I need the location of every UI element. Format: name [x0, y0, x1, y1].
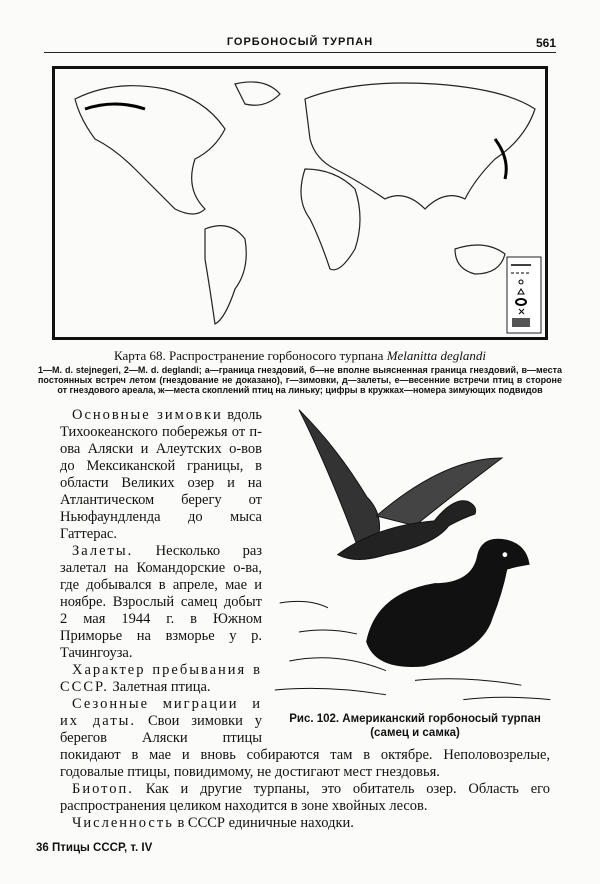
footer-signature: 36 Птицы СССР, т. IV: [36, 842, 153, 854]
distribution-map: [52, 66, 548, 340]
section-lead: Сезонные миграции и их даты.: [60, 696, 262, 729]
map-caption-text: Карта 68. Распространение горбоносого турпана: [114, 348, 384, 363]
duck-illustration: [270, 407, 560, 712]
duck-drawing: [270, 407, 560, 712]
figure: [270, 407, 560, 740]
map-caption-species: Melanitta deglandi: [386, 348, 486, 363]
world-map-drawing: [55, 69, 545, 337]
body-text: [60, 407, 550, 832]
text-flow: [38, 348, 562, 854]
paragraph-text: Как и другие турпаны, это обитатель озер. Область его распространения целиком находится в зоне хвойных лесов.: [60, 781, 550, 814]
section-lead: Залеты.: [72, 543, 134, 559]
section-lead: Биотоп.: [72, 781, 134, 797]
paragraph-text: вдоль Тихоокеанского побережья от п-ова Аляски и Алеутских о-вов до Мексиканской границы, в области Великих озер и на Атлантическом берегу от Ньюфаундленда до мыса Гаттерас.: [60, 407, 262, 542]
paragraph-text: в СССР единичные находки.: [173, 815, 354, 831]
paragraph-numbers: [60, 815, 550, 832]
map-legend-text: 1—M. d. stejnegeri, 2—M. d. deglandi; а—граница гнездовий, б—не вполне выясненная граница гнездовий, в—места постоянных встреч летом (гнездование не доказано), г—зимовки, д—залеты, е—весенние встречи птиц в стороне от гнездового ареала, ж—места скоплений птиц на линьку; цифры в кружках—номера зимующих подвидов: [38, 365, 562, 395]
map-caption: [38, 348, 562, 364]
running-header: [44, 36, 556, 53]
header-title: ГОРБОНОСЫЙ ТУРПАН: [226, 36, 374, 48]
paragraph-text: Несколько раз залетал на Командорские о-ва, где добывался в апреле, мае и ноябре. Взрослый самец добыт 2 мая 1944 г. в Южном Приморье на взморье у р. Тачингоуза.: [60, 543, 262, 661]
paragraph-text: Свои зимовки у берегов Аляски птицы покидают в мае и вновь собираются там: [60, 713, 353, 763]
figure-caption: Рис. 102. Американский горбоносый турпан (самец и самка): [289, 713, 541, 739]
map-legend-box: [507, 257, 541, 333]
paragraph-migration-cont: в октябре. Неполовозрелые, годовалые птицы, повидимому, не достигают мест гнездовья.: [60, 747, 550, 780]
section-lead: Основные зимовки: [72, 407, 223, 423]
paragraph-text: Залетная птица.: [108, 679, 211, 695]
page-number: 561: [535, 36, 556, 50]
section-lead: Численность: [72, 815, 174, 831]
paragraph-biotope: [60, 781, 550, 815]
section-lead: Характер пребывания в СССР.: [60, 662, 262, 695]
